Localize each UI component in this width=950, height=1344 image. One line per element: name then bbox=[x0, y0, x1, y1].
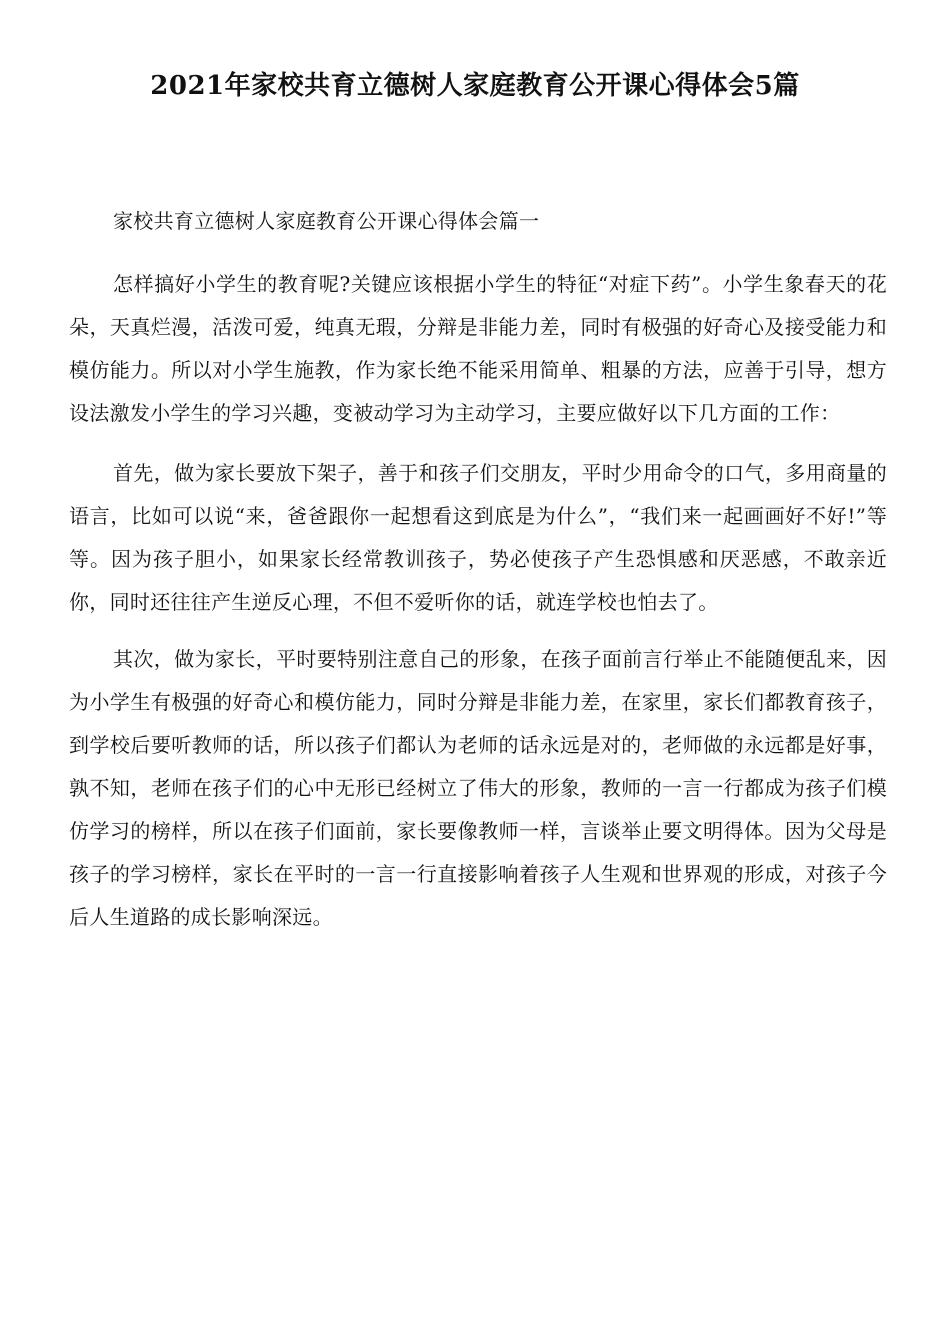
document-body bbox=[69, 200, 887, 939]
paragraph-1: 怎样搞好小学生的教育呢?关键应该根据小学生的特征“对症下药”。小学生象春天的花朵，天真烂漫，活泼可爱，纯真无瑕，分辩是非能力差，同时有极强的好奇心及接受能力和模仿能力。所以对小学生施教，作为家长绝不能采用简单、粗暴的方法，应善于引导，想方设法激发小学生的学习兴趣，变被动学习为主动学习，主要应做好以下几方面的工作： bbox=[69, 272, 887, 425]
section-heading: 家校共育立德树人家庭教育公开课心得体会篇一 bbox=[113, 209, 540, 233]
paragraph-2: 首先，做为家长要放下架子，善于和孩子们交朋友，平时少用命令的口气，多用商量的语言，比如可以说“来，爸爸跟你一起想看这到底是为什么”，“我们来一起画画好不好!”等等。因为孩子胆小，如果家长经常教训孩子，势必使孩子产生恐惧感和厌恶感，不敢亲近你，同时还往往产生逆反心理，不但不爱听你的话，就连学校也怕去了。 bbox=[69, 461, 887, 614]
paragraph-3: 其次，做为家长，平时要特别注意自己的形象，在孩子面前言行举止不能随便乱来，因为小学生有极强的好奇心和模仿能力，同时分辩是非能力差，在家里，家长们都教育孩子，到学校后要听教师的话，所以孩子们都认为老师的话永远是对的，老师做的永远都是好事，孰不知，老师在孩子们的心中无形已经树立了伟大的形象，教师的一言一行都成为孩子们模仿学习的榜样，所以在孩子们面前，家长要像教师一样，言谈举止要文明得体。因为父母是孩子的学习榜样，家长在平时的一言一行直接影响着孩子人生观和世界观的形成，对孩子今后人生道路的成长影响深远。 bbox=[69, 647, 887, 929]
document-title: 2021年家校共育立德树人家庭教育公开课心得体会5篇 bbox=[150, 71, 800, 101]
